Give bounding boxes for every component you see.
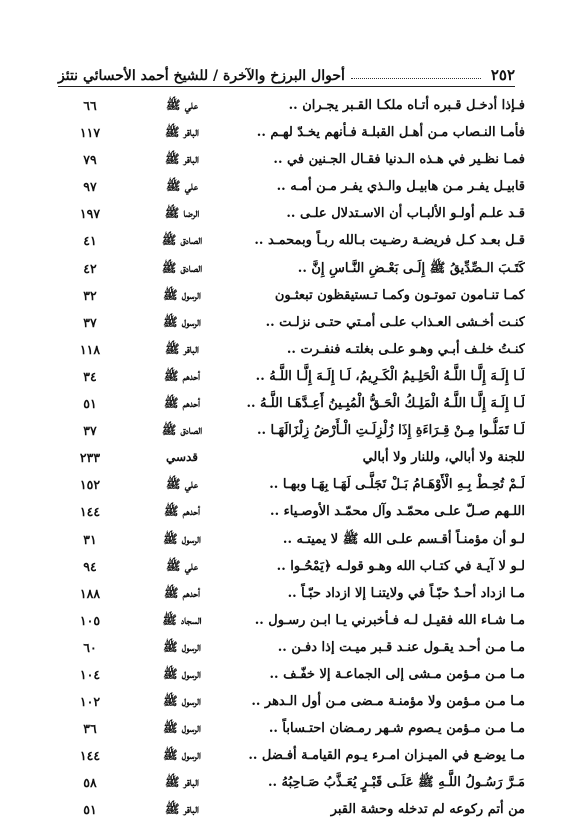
- index-row: [60, 769, 525, 796]
- narrator-name: الرسول ﷺ: [163, 721, 201, 736]
- index-row: [60, 688, 525, 715]
- page-reference: ٣٧: [83, 423, 97, 439]
- index-row: [60, 498, 525, 525]
- page-reference: ٥١: [83, 802, 97, 818]
- index-row: [60, 526, 525, 553]
- hadith-incipit: مـا مـن مـؤمن ولا مؤمنـة مـضى مـن أول الـدهر ..: [251, 694, 525, 710]
- page-reference: ٧٩: [83, 152, 97, 168]
- narrator-name: علي ﷺ: [166, 558, 198, 573]
- index-row: [60, 282, 525, 309]
- narrator-name: السجاد ﷺ: [162, 612, 202, 627]
- hadith-incipit: لَـمْ تُحِـطْ بِـهِ الْأَوْهَـامُ بَـلْ تَجَلَّـى لَهَـا بِهَـا وبهـا ..: [269, 477, 525, 493]
- hadith-incipit: فأمـا النـصاب مـن أهـل القبلـة فـأنهم يخـدّ لهـم ..: [256, 125, 525, 141]
- page-reference: ٣٢: [83, 287, 97, 303]
- page-reference: ١١٨: [79, 341, 101, 357]
- narrator-name: الباقر ﷺ: [165, 152, 199, 167]
- narrator-name: علي ﷺ: [166, 179, 198, 194]
- index-row: [60, 200, 525, 227]
- index-row: [60, 661, 525, 688]
- page-header: [58, 62, 515, 87]
- narrator-name: علي ﷺ: [166, 477, 198, 492]
- index-row: [60, 553, 525, 580]
- hadith-incipit: كنـتُ خلـف أبـي وهـو علـى بغلتـه فنفـرت ..: [286, 341, 525, 357]
- hadith-incipit: لـو أن مؤمنـاً أقـسم علـى الله ﷺ لا يميتـه ..: [282, 531, 525, 547]
- hadith-incipit: مـا ازداد أحـدٌ حبّـاً في ولايتنـا إلا ازداد حبّـاً ..: [287, 585, 525, 601]
- narrator-name: الصادق ﷺ: [161, 260, 203, 275]
- page-reference: ٩٤: [83, 558, 97, 574]
- index-row: [60, 715, 525, 742]
- narrator-name: الباقر ﷺ: [165, 802, 199, 817]
- page-reference: ١٨٨: [79, 585, 101, 601]
- hadith-incipit: للجنة ولا أبالي، وللنار ولا أبالي: [362, 450, 525, 466]
- narrator-name: الرسول ﷺ: [163, 748, 201, 763]
- header-dotted-leader: [351, 78, 481, 79]
- index-row: [60, 363, 525, 390]
- index-row: [60, 634, 525, 661]
- narrator-name: الباقر ﷺ: [165, 125, 199, 140]
- index-row: [60, 580, 525, 607]
- running-title: أحوال البرزخ والآخرة / للشيخ أحمد الأحسائي نتئز: [58, 68, 345, 84]
- narrator-name: الرسول ﷺ: [163, 639, 201, 654]
- hadith-incipit: من أتم ركوعه لم تدخله وحشة القبر: [330, 802, 525, 818]
- page-reference: ١٠٤: [79, 666, 101, 682]
- index-row: [60, 146, 525, 173]
- page-reference: ٣١: [83, 531, 97, 547]
- narrator-name: أحدهم ﷺ: [163, 396, 201, 411]
- narrator-name: الصادق ﷺ: [161, 423, 203, 438]
- narrator-name: الرسول ﷺ: [163, 694, 201, 709]
- hadith-incipit: مـا يوضـع في الميـزان امـرء يـوم القيامـة أفـضل ..: [248, 748, 525, 764]
- page-reference: ٤١: [83, 233, 97, 249]
- page-number: ٢٥٢: [490, 66, 515, 84]
- page-reference: ١٥٢: [79, 477, 101, 493]
- index-row: [60, 227, 525, 254]
- index-row: [60, 309, 525, 336]
- page-reference: ٦٦: [83, 98, 97, 113]
- index-row: [60, 173, 525, 200]
- page-reference: ١٠٢: [79, 694, 101, 710]
- hadith-incipit: لَـا تَمَلُّـوا مِـنْ قِـرَاءَةِ إِذَا زُلْزِلَـتِ الْـأَرْضُ زِلْزَالَهَـا ..: [256, 423, 525, 439]
- index-row: [60, 742, 525, 769]
- index-row: [60, 471, 525, 498]
- index-row: [60, 444, 525, 471]
- page-reference: ٥١: [83, 396, 97, 412]
- page-reference: ٤٢: [83, 260, 97, 276]
- narrator-name: الرسول ﷺ: [163, 666, 201, 681]
- page-reference: ١٤٤: [79, 748, 101, 764]
- index-row: [60, 390, 525, 417]
- hadith-incipit: فـإذا أدخـل قـبره أتـاه ملكـا القـبر يجـران ..: [288, 98, 525, 113]
- hadith-incipit: لَـا إِلَـهَ إِلَّـا اللَّـهُ الْمَلِـكُ الْحَـقُّ الْمُبِـينُ أَعِـدَّهَـا اللَّـهُ ..: [246, 396, 525, 412]
- hadith-incipit: كَتَـبَ الـصِّدِّيقُ ﷺ إِلَـى بَعْـضِ النَّـاسِ إِنَّ ..: [297, 260, 525, 276]
- hadith-incipit: لـو لا آيـة في كتـاب الله وهـو قولـه ﴿يَمْحُـوا ..: [276, 558, 525, 574]
- index-row: [60, 607, 525, 634]
- hadith-incipit: فمـا نظـير في هـذه الـدنيا فقـال الجـنين في ..: [273, 152, 525, 168]
- hadith-incipit: قـل بعـد كـل فريضـة رضـيت بـالله ربـاً وبمحمـد ..: [254, 233, 525, 249]
- narrator-name: الرسول ﷺ: [163, 531, 201, 546]
- narrator-name: الرضا ﷺ: [164, 206, 200, 221]
- hadith-incipit: كنـت أخـشى العـذاب علـى أمـتي حتـى نزلـت ..: [265, 314, 525, 330]
- hadith-incipit: مـا شـاء الله فقيـل لـه فـأخبرني يـا ابـن رسـول ..: [254, 612, 525, 628]
- hadith-incipit: لَـا إِلَـهَ إِلَّـا اللَّـهُ الْحَلِـيمُ الْكَـرِيمُ، لَـا إِلَـهَ إِلَّـا اللَّـهُ ..: [255, 368, 525, 384]
- narrator-name: الرسول ﷺ: [163, 287, 201, 302]
- narrator-name: قدسي: [165, 450, 199, 465]
- narrator-name: أحدهم ﷺ: [163, 368, 201, 383]
- page-reference: ١٩٧: [79, 206, 101, 222]
- narrator-name: علي ﷺ: [166, 98, 198, 112]
- page-reference: ٦٠: [83, 639, 97, 655]
- hadith-incipit: مـا مـن أحـد يقـول عنـد قـبر ميـت إذا دفـن ..: [277, 639, 525, 655]
- narrator-name: أحدهم ﷺ: [163, 585, 201, 600]
- index-row: [60, 336, 525, 363]
- hadith-incipit: مَـرَّ رَسُـولُ اللَّـهِ ﷺ عَلَـى قَبْـرٍ يُعَـذَّبُ صَـاحِبُهُ ..: [267, 775, 525, 791]
- hadith-incipit: قـد علـم أولـو الألبـاب أن الاسـتدلال علـى ..: [286, 206, 525, 222]
- index-row: [60, 255, 525, 282]
- hadith-incipit: اللـهم صـلّ علـى محمّـد وآل محمّـد الأوصـياء ..: [270, 504, 525, 520]
- page-reference: ٣٤: [83, 368, 97, 384]
- index-row: [60, 92, 525, 119]
- page-reference: ١٠٥: [79, 612, 101, 628]
- hadith-incipit: كمـا تنـامون تموتـون وكمـا تـستيقظون تبعثـون: [274, 287, 525, 303]
- page-reference: ٥٨: [83, 775, 97, 791]
- narrator-name: أحدهم ﷺ: [163, 504, 201, 519]
- page-reference: ٣٦: [83, 721, 97, 737]
- hadith-incipit: مـا مـن مـؤمن يـصوم شـهر رمـضان احتـساباً ..: [268, 721, 525, 737]
- hadith-incipit: قابيـل يفـر مـن هابيـل والـذي يفـر مـن أمـه ..: [276, 179, 525, 195]
- index-row: [60, 796, 525, 823]
- page-reference: ٣٧: [83, 314, 97, 330]
- hadith-incipit: مـا مـن مـؤمن مـشى إلى الجماعـة إلا خفّـف ..: [269, 666, 525, 682]
- narrator-name: الرسول ﷺ: [163, 314, 201, 329]
- page-reference: ١٤٤: [79, 504, 101, 520]
- index-row: [60, 119, 525, 146]
- index-table: [60, 92, 525, 824]
- page-reference: ١١٧: [79, 125, 101, 141]
- narrator-name: الباقر ﷺ: [165, 341, 199, 356]
- page-reference: ٢٣٣: [79, 450, 101, 466]
- index-row: [60, 417, 525, 444]
- narrator-name: الباقر ﷺ: [165, 775, 199, 790]
- narrator-name: الصادق ﷺ: [161, 233, 203, 248]
- page-reference: ٩٧: [83, 179, 97, 195]
